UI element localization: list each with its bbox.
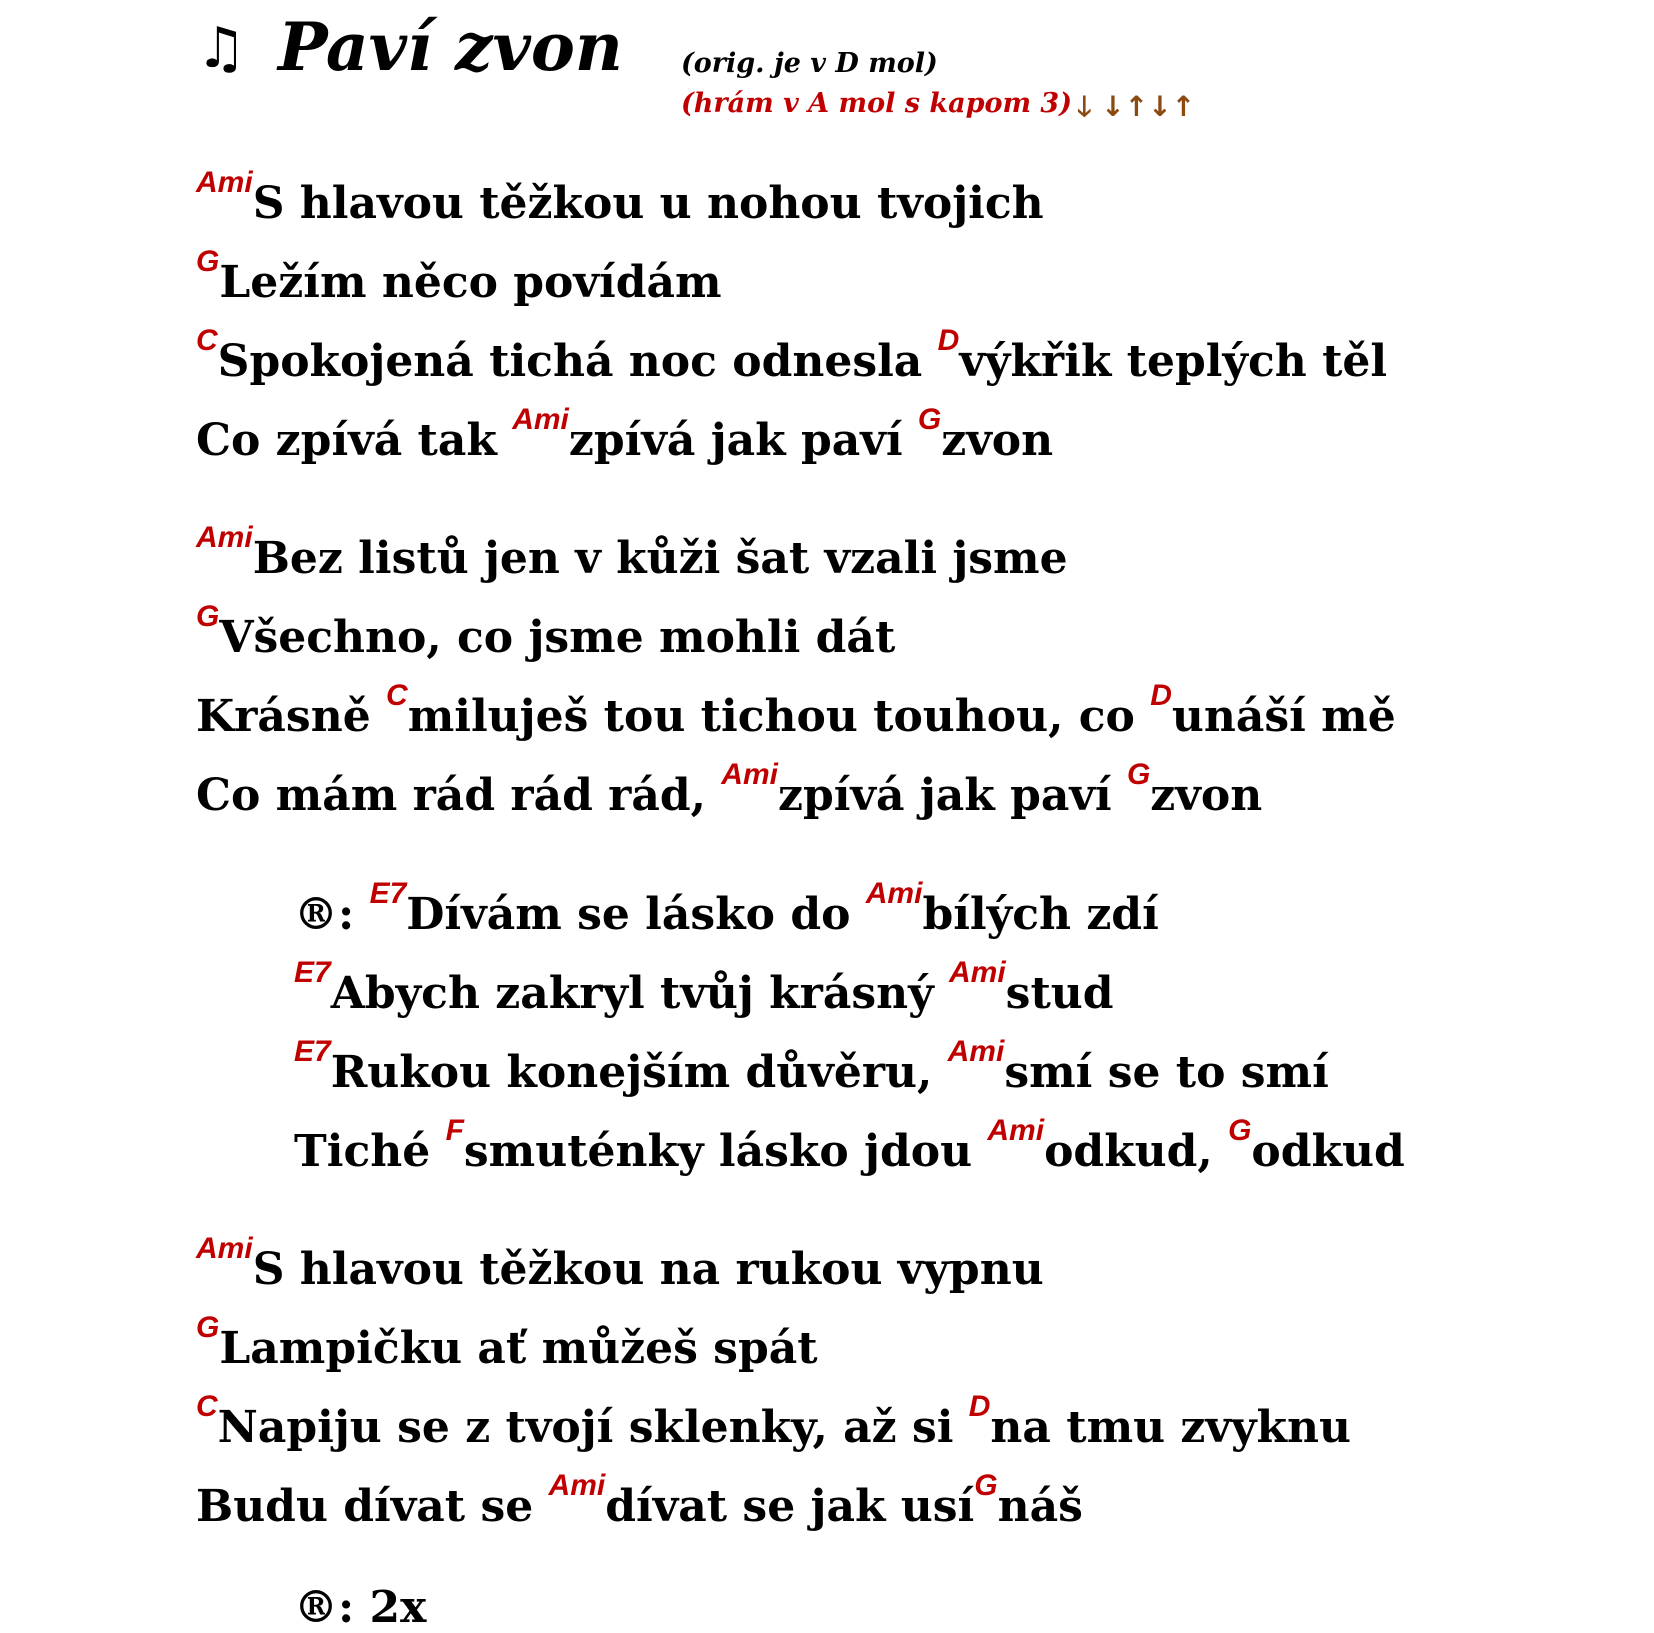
music-note-icon: ♫ [196,15,247,81]
lyric: Co zpívá tak [196,415,513,466]
chord: Ami [196,166,253,199]
lyric: Co mám rád rád rád, [196,770,722,821]
play-key-note: (hrám v A mol s kapom 3) [681,88,1072,119]
lyric: odkud, [1044,1126,1229,1177]
lyric: S hlavou těžkou na rukou vypnu [252,1244,1044,1295]
chord: G [974,1469,998,1502]
lyric: Lampičku ať můžeš spát [219,1323,818,1374]
chord: G [1126,758,1151,791]
lyric: zvon [941,415,1054,466]
lyric: náš [997,1481,1083,1532]
refrain-mark: ®: [294,889,370,940]
lyric: zvon [1150,770,1263,821]
chord: C [196,1390,218,1423]
chord: E7 [294,956,331,989]
chord: E7 [369,877,407,910]
lyric: zpívá jak paví [568,415,918,466]
lyric: Rukou konejším důvěru, [330,1047,948,1098]
chord: Ami [947,1035,1005,1068]
verse1-line1 [196,166,1044,229]
verse3-line3 [196,1390,1352,1453]
lyric: výkřik teplých těl [959,336,1388,387]
refrain-repeat: ®: 2x [294,1582,427,1633]
chord: F [445,1114,464,1147]
chord: Ami [548,1469,606,1502]
verse3-line2 [196,1311,818,1374]
chord: G [196,245,220,278]
chord: Ami [721,758,778,791]
refrain-line2 [294,956,1114,1019]
verse2-line4 [196,758,1263,821]
lyric: Napiju se z tvojí sklenky, až si [217,1402,969,1453]
lyric: Všechno, co jsme mohli dát [219,612,896,663]
lyric: bílých zdí [922,889,1159,940]
lyric: Abych zakryl tvůj krásný [330,968,949,1019]
chord: Ami [987,1114,1045,1147]
refrain-line3 [294,1035,1329,1098]
verse3-line4 [196,1469,1083,1532]
chord: Ami [196,1232,253,1265]
chord: Ami [948,956,1006,989]
chord: E7 [294,1035,331,1068]
chord: C [196,324,218,357]
refrain-line4 [294,1114,1405,1177]
verse2-line3 [196,679,1396,742]
chord: D [968,1390,991,1423]
chord: G [196,1311,220,1344]
chord: Ami [196,521,253,554]
lyric: Dívám se lásko do [406,889,866,940]
chord: D [937,324,960,357]
chord: C [386,679,408,712]
lyric: Spokojená tichá noc odnesla [217,336,938,387]
verse2-line1 [196,521,1068,584]
lyric: Bez listů jen v kůži šat vzali jsme [252,533,1068,584]
refrain-line1 [294,877,1159,940]
chord: G [917,403,942,436]
chord: D [1150,679,1172,712]
lyric: dívat se jak usí [605,1481,975,1532]
lyric: S hlavou těžkou u nohou tvojich [252,178,1044,229]
chord: G [1228,1114,1252,1147]
lyric: miluješ tou tichou touhou, co [407,691,1151,742]
lyric: na tmu zvyknu [990,1402,1352,1453]
lyric: stud [1005,968,1114,1019]
verse2-line2 [196,600,896,663]
verse1-line3 [196,324,1388,387]
chord: Ami [512,403,569,436]
strum-pattern: 🡓 ↓↑↓↑ [1077,90,1196,123]
lyric: Krásně [196,691,387,742]
chord: G [196,600,220,633]
verse1-line2 [196,245,722,308]
lyric: Tiché [294,1126,446,1177]
verse3-line1 [196,1232,1044,1295]
lyric: unáší mě [1171,691,1396,742]
lyric: smuténky lásko jdou [463,1126,988,1177]
lyric: zpívá jak paví [777,770,1127,821]
lyric: smí se to smí [1004,1047,1329,1098]
lyric: Ležím něco povídám [219,257,722,308]
original-key-note: (orig. je v D mol) [681,48,938,79]
lyric: Budu dívat se [196,1481,549,1532]
verse1-line4 [196,403,1054,466]
song-title: Paví zvon [278,8,623,86]
lyric: odkud [1251,1126,1405,1177]
chord: Ami [865,877,923,910]
